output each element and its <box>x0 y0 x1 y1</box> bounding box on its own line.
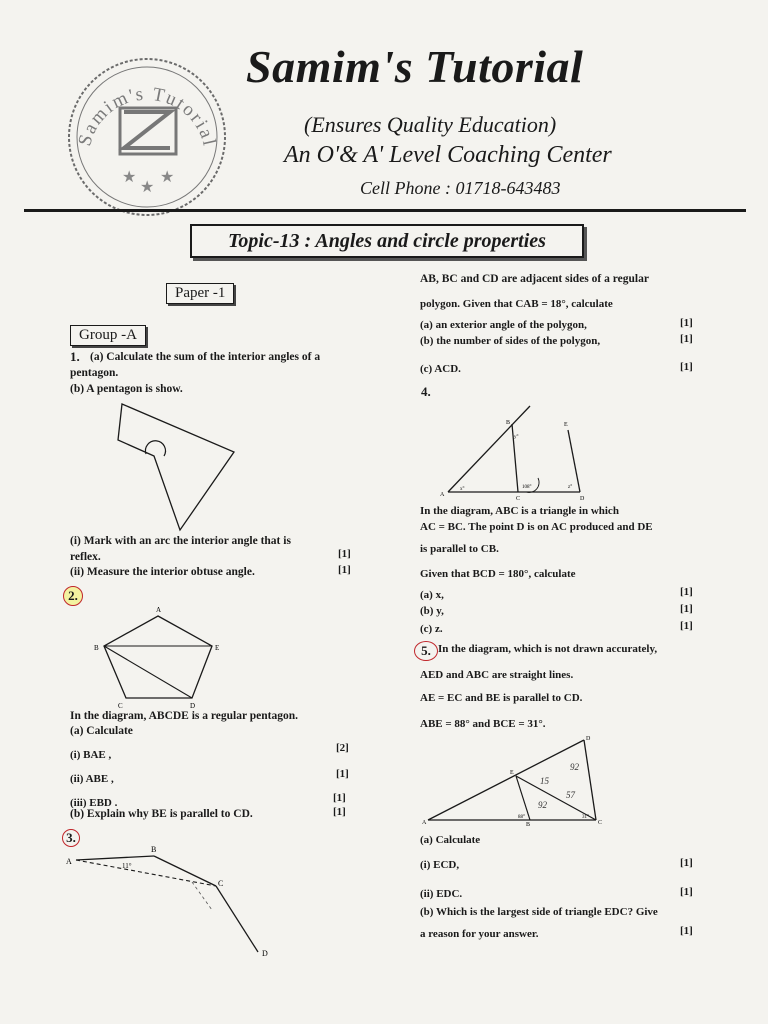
q5-text-2: AED and ABC are straight lines. <box>420 669 574 681</box>
q4-angle-z: z° <box>568 485 573 490</box>
q3-b-mark: [1] <box>680 333 693 345</box>
pent-label-c: C <box>118 702 123 710</box>
phone-number: Cell Phone : 01718-643483 <box>360 178 561 198</box>
q5-label-a: A <box>422 820 427 826</box>
tagline: (Ensures Quality Education) <box>304 112 557 137</box>
header-divider <box>24 209 746 212</box>
q1-number: 1. <box>70 349 80 364</box>
page-title: Samim's Tutorial <box>246 41 584 92</box>
q2-part-ii: (ii) ABE , <box>70 773 114 785</box>
q5-label-e: E <box>510 770 514 776</box>
q4-label-e: E <box>564 422 568 428</box>
q5-part-a: (a) Calculate <box>420 834 481 846</box>
q2-pentagon-figure <box>88 604 228 714</box>
q3-part-c: (c) ACD. <box>420 363 461 375</box>
q5-part-b: (b) Which is the largest side of triangle EDC? Give <box>420 906 658 918</box>
q5-part-ii: (ii) EDC. <box>420 888 463 900</box>
pent-label-e: E <box>215 644 220 652</box>
tutorial-stamp <box>62 52 232 222</box>
q5-handwriting-4: 92 <box>570 762 579 772</box>
q5-part-b-cont: a reason for your answer. <box>420 928 539 940</box>
path-label-c: C <box>218 879 224 888</box>
q3-part-a: (a) an exterior angle of the polygon, <box>420 319 587 331</box>
q4-c-mark: [1] <box>680 620 693 632</box>
q5-part-i: (i) ECD, <box>420 859 460 871</box>
q5-ii-mark: [1] <box>680 886 693 898</box>
q2-number: 2. <box>63 586 83 606</box>
q3-intro-1: AB, BC and CD are adjacent sides of a regular <box>420 273 649 285</box>
q3-number: 3. <box>62 829 80 847</box>
path-angle: 11° <box>122 862 132 870</box>
q5-label-b: B <box>526 822 531 826</box>
q5-number: 5. <box>414 641 438 661</box>
svg-text:★: ★ <box>140 179 155 196</box>
q5-given: ABE = 88° and BCE = 31°. <box>420 718 546 730</box>
q4-label-d: D <box>580 496 585 502</box>
q2-part-iii: (iii) EBD . <box>70 797 118 809</box>
stamp-text: Samim's Tutorial <box>74 83 220 150</box>
q4-label-a: A <box>440 492 445 498</box>
path-label-d: D <box>262 949 268 958</box>
q2-intro: In the diagram, ABCDE is a regular pentagon. <box>70 710 299 722</box>
q5-handwriting-2: 92 <box>538 800 547 810</box>
q4-part-b: (b) y, <box>420 605 444 617</box>
q1-part-ii: (ii) Measure the interior obtuse angle. <box>70 566 255 578</box>
q2-i-mark: [2] <box>336 742 349 754</box>
q5-label-d: D <box>586 736 591 742</box>
q4-label-c: C <box>516 496 521 502</box>
q2-ii-mark: [1] <box>336 768 349 780</box>
q3-part-b: (b) the number of sides of the polygon, <box>420 335 601 347</box>
coaching-center: An O'& A' Level Coaching Center <box>284 142 612 168</box>
paper-label: Paper -1 <box>166 283 234 304</box>
q5-handwriting-3: 57 <box>566 790 575 800</box>
group-label: Group -A <box>70 325 146 346</box>
q5-text-3: AE = EC and BE is parallel to CD. <box>420 692 583 704</box>
q4-number: 4. <box>421 384 431 399</box>
pent-label-d: D <box>190 702 196 710</box>
q5-handwriting-1: 15 <box>540 776 549 786</box>
q4-part-a: (a) x, <box>420 589 444 601</box>
q2-b-mark: [1] <box>333 806 346 818</box>
q4-text-3: is parallel to CB. <box>420 543 499 555</box>
q4-angle-108: 108° <box>522 485 532 490</box>
q4-part-c: (c) z. <box>420 623 443 635</box>
q5-i-mark: [1] <box>680 857 693 869</box>
q4-text-2: AC = BC. The point D is on AC produced and DE <box>420 521 653 533</box>
q4-text-1: In the diagram, ABC is a triangle in which <box>420 505 619 517</box>
pent-label-a: A <box>156 606 162 614</box>
q1-part-a: (a) Calculate the sum of the interior angles of a <box>90 351 321 363</box>
svg-text:★: ★ <box>122 169 137 186</box>
q4-a-mark: [1] <box>680 586 693 598</box>
pent-label-b: B <box>94 644 99 652</box>
q4-label-b: B <box>506 420 511 426</box>
q4-given: Given that BCD = 180°, calculate <box>420 568 576 580</box>
q1-part-b: (b) A pentagon is show. <box>70 383 183 395</box>
q1-i-mark: [1] <box>338 548 351 560</box>
q4-angle-x: x° <box>460 487 465 492</box>
q5-label-c: C <box>598 820 603 826</box>
q5-text-1: In the diagram, which is not drawn accurately, <box>438 643 658 655</box>
svg-text:★: ★ <box>160 169 175 186</box>
topic-heading: Topic-13 : Angles and circle properties <box>190 224 584 258</box>
q2-part-i: (i) BAE , <box>70 749 112 761</box>
q4-angle-y: y° <box>514 435 519 440</box>
q1-part-i: (i) Mark with an arc the interior angle that is <box>70 535 291 547</box>
q4-b-mark: [1] <box>680 603 693 615</box>
q3-a-mark: [1] <box>680 317 693 329</box>
q5-angle-31: 31° <box>582 815 589 820</box>
svg-text:Samim's Tutorial <box>74 84 220 150</box>
q2-part-a: (a) Calculate <box>70 725 133 737</box>
q5-triangle-figure <box>420 736 620 826</box>
q4-triangle-figure <box>430 402 600 502</box>
q3-c-mark: [1] <box>680 361 693 373</box>
q1-part-i-cont: reflex. <box>70 551 101 563</box>
q1-part-a-cont: pentagon. <box>70 367 119 379</box>
q1-ii-mark: [1] <box>338 564 351 576</box>
path-label-b: B <box>151 845 157 854</box>
q5-b-mark: [1] <box>680 925 693 937</box>
q1-pentagon-figure <box>110 396 260 536</box>
q5-angle-88: 88° <box>518 815 525 820</box>
q3-polygon-path-figure <box>62 842 282 962</box>
q2-part-b: (b) Explain why BE is parallel to CD. <box>70 808 253 820</box>
q2-iii-mark: [1] <box>333 792 346 804</box>
path-label-a: A <box>66 857 72 866</box>
q3-intro-2: polygon. Given that CAB = 18°, calculate <box>420 298 613 310</box>
